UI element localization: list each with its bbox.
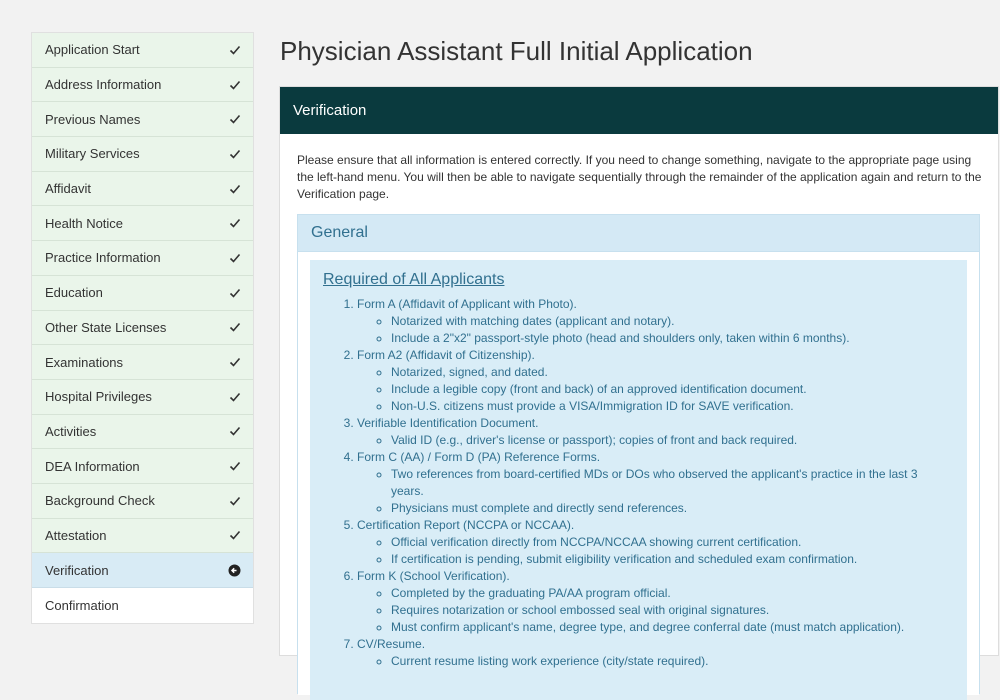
requirement-sublist <box>357 585 953 636</box>
requirement-subitem: ◦ Valid ID (e.g., driver's license or passport); copies of front and back required. <box>391 432 953 449</box>
check-icon <box>229 113 241 125</box>
sidebar-item-other-state-licenses[interactable] <box>32 311 253 346</box>
sidebar-item-label: Attestation <box>45 527 107 543</box>
sidebar-item-affidavit[interactable] <box>32 172 253 207</box>
arrow-left-circle-icon <box>228 564 241 577</box>
sidebar-item-label: Verification <box>45 562 109 578</box>
sidebar-item-verification[interactable] <box>32 553 253 588</box>
intro-text: Please ensure that all information is entered correctly. If you need to change something, navigate to the appropriate page using the left-hand menu. You will then be able to navigate sequentially through the remainder of the application again and return to the Verification page. <box>297 153 982 201</box>
check-icon <box>229 183 241 195</box>
sidebar-item-examinations[interactable] <box>32 345 253 380</box>
requirement-subitem: ◦ Non-U.S. citizens must provide a VISA/Immigration ID for SAVE verification. <box>391 398 953 415</box>
check-icon <box>229 495 241 507</box>
sidebar-item-background-check[interactable] <box>32 484 253 519</box>
sidebar-item-label: Application Start <box>45 42 140 58</box>
check-icon <box>229 321 241 333</box>
requirement-text: Form A2 (Affidavit of Citizenship). <box>357 348 535 362</box>
sidebar-item-application-start[interactable] <box>32 33 253 68</box>
requirement-text: Certification Report (NCCPA or NCCAA). <box>357 518 575 532</box>
requirement-item <box>357 449 953 517</box>
check-icon <box>229 287 241 299</box>
requirement-text: Form K (School Verification). <box>357 569 510 583</box>
check-icon <box>229 44 241 56</box>
requirement-subitem: ◦ Notarized with matching dates (applicant and notary). <box>391 313 953 330</box>
sidebar-item-label: DEA Information <box>45 458 140 474</box>
requirement-text: Verifiable Identification Document. <box>357 416 539 430</box>
requirement-item <box>357 568 953 636</box>
sidebar-item-label: Practice Information <box>45 250 161 266</box>
general-section <box>297 214 980 694</box>
requirement-sublist <box>357 313 953 347</box>
check-icon <box>229 217 241 229</box>
requirement-text: Form A (Affidavit of Applicant with Photo). <box>357 297 577 311</box>
sidebar-item-label: Other State Licenses <box>45 319 167 335</box>
panel-heading: Verification <box>280 87 998 134</box>
requirements-title: Required of All Applicants <box>323 271 505 288</box>
check-icon <box>229 148 241 160</box>
sidebar-item-previous-names[interactable] <box>32 102 253 137</box>
requirement-sublist <box>357 653 953 670</box>
requirement-item <box>357 296 953 347</box>
requirement-subitem: ◦ If certification is pending, submit eligibility verification and scheduled exam confirmation. <box>391 551 953 568</box>
requirement-subitem: ◦ Two references from board-certified MDs or DOs who observed the applicant's practice in the last 3 years. <box>391 466 953 500</box>
sidebar-item-education[interactable] <box>32 276 253 311</box>
requirement-sublist <box>357 364 953 415</box>
sidebar-item-dea-information[interactable] <box>32 449 253 484</box>
sidebar-item-label: Military Services <box>45 146 140 162</box>
general-body <box>298 252 979 695</box>
requirement-item <box>357 636 953 670</box>
general-heading: General <box>298 215 979 252</box>
check-icon <box>229 252 241 264</box>
sidebar-item-confirmation[interactable] <box>32 588 253 623</box>
requirement-sublist <box>357 534 953 568</box>
sidebar-item-label: Confirmation <box>45 597 119 613</box>
sidebar-nav <box>31 32 254 624</box>
check-icon <box>229 529 241 541</box>
sidebar-item-health-notice[interactable] <box>32 206 253 241</box>
requirements-box <box>310 260 967 700</box>
check-icon <box>229 460 241 472</box>
sidebar-item-label: Activities <box>45 423 97 439</box>
requirement-text: Form C (AA) / Form D (PA) Reference Forms. <box>357 450 601 464</box>
verification-panel <box>279 86 999 668</box>
requirement-sublist <box>357 466 953 517</box>
sidebar-item-label: Health Notice <box>45 215 124 231</box>
sidebar-item-label: Background Check <box>45 493 155 509</box>
requirement-text: CV/Resume. <box>357 637 426 651</box>
sidebar-item-label: Hospital Privileges <box>45 389 152 405</box>
requirement-item <box>357 517 953 568</box>
sidebar-item-label: Previous Names <box>45 111 141 127</box>
requirement-subitem: ◦ Official verification directly from NCCPA/NCCAA showing current certification. <box>391 534 953 551</box>
sidebar-item-attestation[interactable] <box>32 519 253 554</box>
requirement-subitem: ◦ Include a 2"x2" passport-style photo (head and shoulders only, taken within 6 months). <box>391 330 953 347</box>
requirement-item <box>357 347 953 415</box>
requirement-subitem: ◦ Include a legible copy (front and back) of an approved identification document. <box>391 381 953 398</box>
requirement-subitem: ◦ Must confirm applicant's name, degree type, and degree conferral date (must match application). <box>391 619 953 636</box>
requirements-list <box>323 296 953 670</box>
check-icon <box>229 425 241 437</box>
sidebar-item-hospital-privileges[interactable] <box>32 380 253 415</box>
check-icon <box>229 356 241 368</box>
requirement-sublist <box>357 432 953 449</box>
requirement-item <box>357 415 953 449</box>
requirement-subitem: ◦ Current resume listing work experience (city/state required). <box>391 653 953 670</box>
sidebar-item-military-services[interactable] <box>32 137 253 172</box>
sidebar-item-label: Examinations <box>45 354 124 370</box>
sidebar-item-label: Affidavit <box>45 181 92 197</box>
sidebar-item-label: Address Information <box>45 77 162 93</box>
requirement-subitem: ◦ Physicians must complete and directly send references. <box>391 500 953 517</box>
sidebar-item-activities[interactable] <box>32 415 253 450</box>
check-icon <box>229 79 241 91</box>
requirement-subitem: ◦ Notarized, signed, and dated. <box>391 364 953 381</box>
page-title: Physician Assistant Full Initial Application <box>280 36 753 66</box>
requirement-subitem: ◦ Completed by the graduating PA/AA program official. <box>391 585 953 602</box>
sidebar-item-practice-information[interactable] <box>32 241 253 276</box>
sidebar-item-label: Education <box>45 285 103 301</box>
check-icon <box>229 391 241 403</box>
sidebar-item-address-information[interactable] <box>32 68 253 103</box>
requirement-subitem: ◦ Requires notarization or school embossed seal with original signatures. <box>391 602 953 619</box>
